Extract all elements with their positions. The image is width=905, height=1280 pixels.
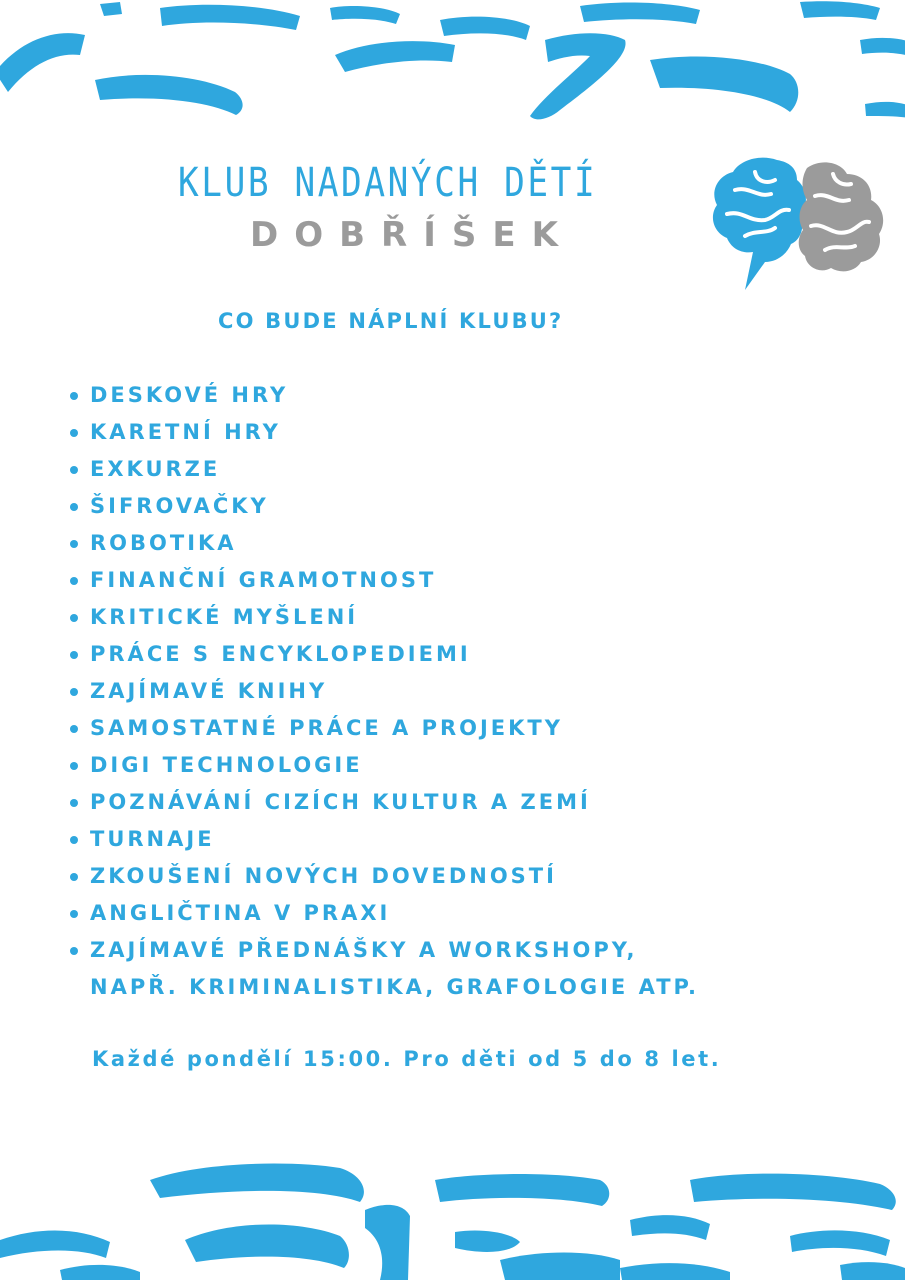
list-item: ZKOUŠENÍ NOVÝCH DOVEDNOSTÍ	[70, 858, 870, 895]
list-item: TURNAJE	[70, 821, 870, 858]
list-item: KRITICKÉ MYŠLENÍ	[70, 599, 870, 636]
brush-stroke-icon	[335, 41, 455, 72]
list-item-continuation: NAPŘ. KRIMINALISTIKA, GRAFOLOGIE ATP.	[90, 975, 700, 999]
list-item: KARETNÍ HRY	[70, 414, 870, 451]
list-item: ANGLIČTINA V PRAXI	[70, 895, 870, 932]
brush-stroke-icon	[435, 1174, 609, 1206]
brush-stroke-icon	[60, 1265, 140, 1280]
list-item: SAMOSTATNÉ PRÁCE A PROJEKTY	[70, 710, 870, 747]
brush-stroke-icon	[150, 1164, 364, 1202]
bullet-icon	[70, 725, 78, 733]
brush-stroke-icon	[0, 33, 85, 92]
brush-stroke-icon	[620, 1263, 730, 1280]
bullet-icon	[70, 503, 78, 511]
brush-stroke-icon	[455, 1230, 520, 1251]
bullet-icon	[70, 873, 78, 881]
section-question: CO BUDE NÁPLNÍ KLUBU?	[218, 309, 564, 333]
brush-stroke-icon	[790, 1230, 890, 1256]
brush-stroke-icon	[865, 102, 905, 118]
club-title: KLUB NADANÝCH DĚTÍ	[178, 160, 598, 206]
list-item: FINANČNÍ GRAMOTNOST	[70, 562, 870, 599]
bullet-icon	[70, 392, 78, 400]
brush-strokes-top	[0, 0, 905, 130]
list-item: ŠIFROVAČKY	[70, 488, 870, 525]
brush-stroke-icon	[0, 1230, 110, 1258]
list-item: ROBOTIKA	[70, 525, 870, 562]
bullet-icon	[70, 910, 78, 918]
list-item: PRÁCE S ENCYKLOPEDIEMI	[70, 636, 870, 673]
bullet-icon	[70, 614, 78, 622]
brush-stroke-icon	[630, 1215, 710, 1240]
brush-stroke-icon	[800, 1, 880, 20]
bullet-icon	[70, 947, 78, 955]
brush-stroke-icon	[95, 75, 243, 115]
bullet-icon	[70, 540, 78, 548]
bullet-icon	[70, 836, 78, 844]
brush-stroke-icon	[365, 1205, 410, 1280]
bullet-icon	[70, 651, 78, 659]
bullet-icon	[70, 466, 78, 474]
brush-stroke-icon	[440, 17, 530, 40]
brush-stroke-icon	[100, 2, 122, 16]
activity-list	[70, 377, 870, 1006]
bullet-icon	[70, 799, 78, 807]
club-subtitle: DOBŘÍŠEK	[250, 215, 574, 255]
brain-right-half	[799, 162, 883, 271]
brush-stroke-icon	[530, 33, 626, 119]
brain-icon	[705, 150, 890, 295]
brush-stroke-icon	[860, 38, 905, 56]
list-item: POZNÁVÁNÍ CIZÍCH KULTUR A ZEMÍ	[70, 784, 870, 821]
bullet-icon	[70, 429, 78, 437]
list-item: DIGI TECHNOLOGIE	[70, 747, 870, 784]
brush-stroke-icon	[690, 1174, 896, 1210]
brush-stroke-icon	[500, 1253, 620, 1280]
list-item: EXKURZE	[70, 451, 870, 488]
brush-stroke-icon	[330, 6, 400, 24]
schedule-note: Každé pondělí 15:00. Pro děti od 5 do 8 let.	[92, 1047, 722, 1071]
bullet-icon	[70, 577, 78, 585]
list-item: ZAJÍMAVÉ KNIHY	[70, 673, 870, 710]
bullet-icon	[70, 688, 78, 696]
brush-stroke-icon	[185, 1224, 349, 1268]
brush-stroke-icon	[650, 56, 798, 112]
brush-stroke-icon	[160, 5, 300, 30]
brush-stroke-icon	[580, 3, 700, 24]
list-item: ZAJÍMAVÉ PŘEDNÁŠKY A WORKSHOPY,	[70, 932, 870, 969]
brush-strokes-bottom	[0, 1150, 905, 1280]
brush-stroke-icon	[840, 1262, 905, 1280]
list-item: DESKOVÉ HRY	[70, 377, 870, 414]
bullet-icon	[70, 762, 78, 770]
